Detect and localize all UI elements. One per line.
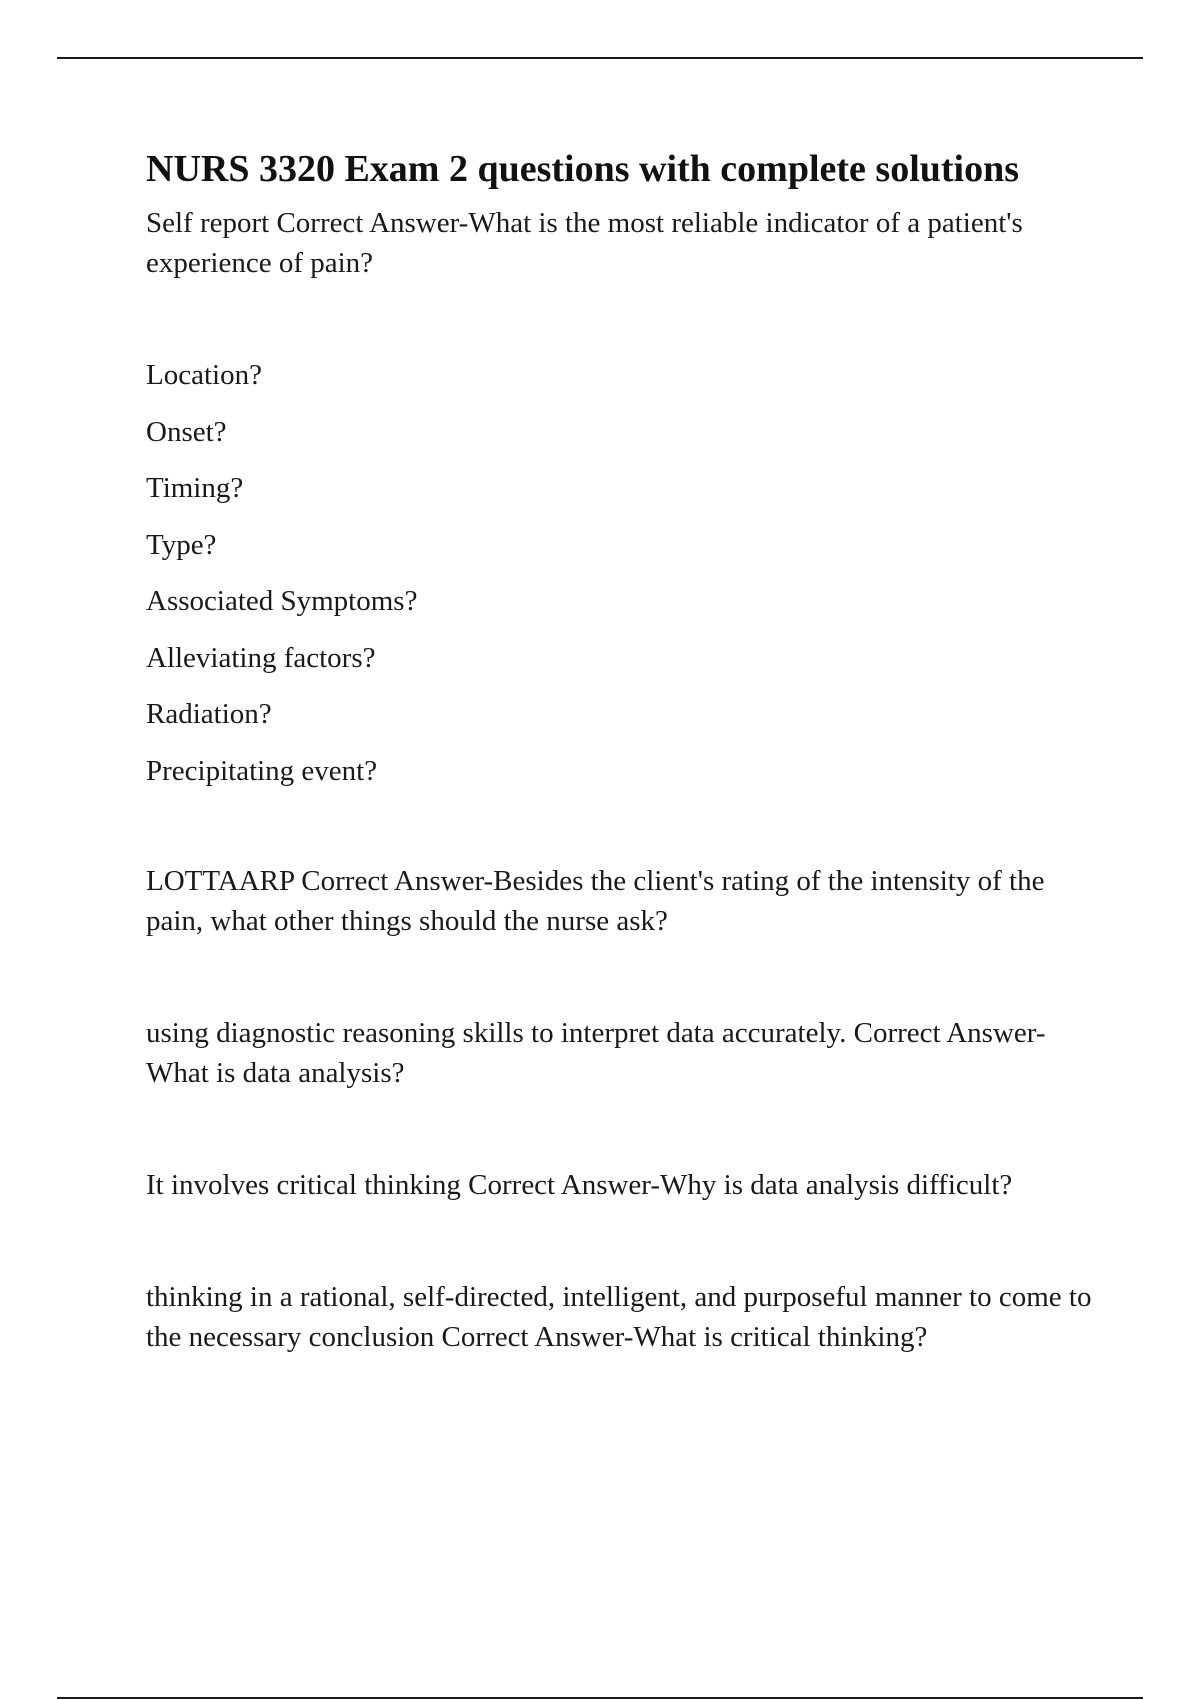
- qa-data-analysis: using diagnostic reasoning skills to interpret data accurately. Correct Answer-What is data analysis?: [146, 1016, 1046, 1089]
- list-item-radiation: Radiation?: [146, 698, 272, 730]
- qa-self-report: Self report Correct Answer-What is the most reliable indicator of a patient's experience of pain?: [146, 207, 1023, 279]
- qa-lottaarp: LOTTAARP Correct Answer-Besides the client's rating of the intensity of the pain, what other things should the nurse ask?: [146, 864, 1045, 937]
- list-item-location: Location?: [146, 359, 262, 391]
- qa-critical-thinking: thinking in a rational, self-directed, intelligent, and purposeful manner to come to the necessary conclusion Correct Answer-What is critical thinking?: [146, 1280, 1092, 1353]
- list-item-alleviating-factors: Alleviating factors?: [146, 641, 376, 674]
- list-item-associated-symptoms: Associated Symptoms?: [146, 585, 418, 617]
- qa-data-analysis-difficult: It involves critical thinking Correct Answer-Why is data analysis difficult?: [146, 1168, 1013, 1201]
- document-body: [146, 143, 1106, 1357]
- list-item-type: Type?: [146, 528, 217, 561]
- document-title: NURS 3320 Exam 2 questions with complete solutions: [146, 148, 1020, 190]
- top-divider: [57, 57, 1143, 59]
- list-item-timing: Timing?: [146, 472, 244, 504]
- list-item-onset: Onset?: [146, 415, 227, 448]
- pain-questions-list: [146, 355, 1106, 791]
- bottom-divider: [57, 1697, 1143, 1699]
- list-item-precipitating-event: Precipitating event?: [146, 754, 378, 787]
